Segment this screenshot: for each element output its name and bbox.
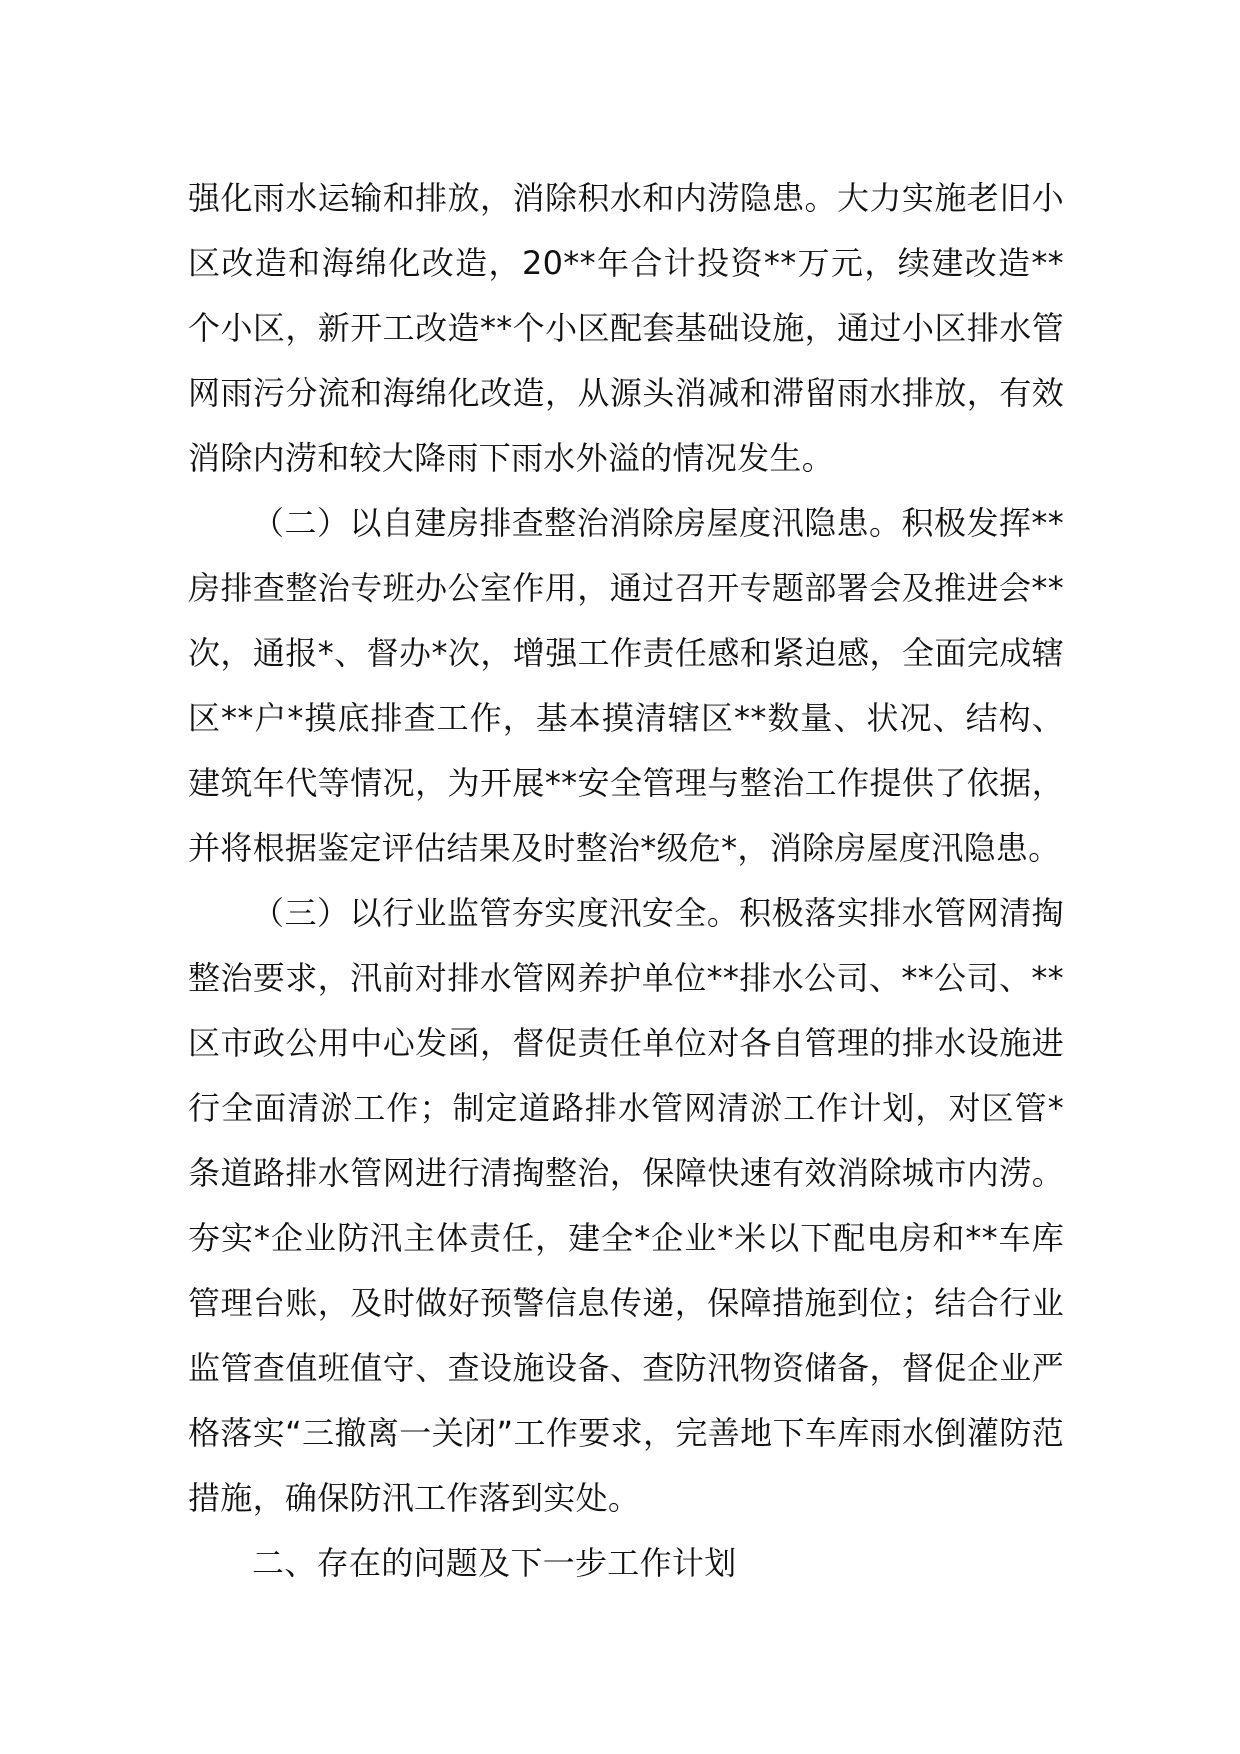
document-body xyxy=(188,166,1064,1596)
paragraph-continuation: 强化雨水运输和排放，消除积水和内涝隐患。大力实施老旧小区改造和海绵化改造，20**年合计投资**万元，续建改造**个小区，新开工改造**个小区配套基础设施，通过小区排水管网雨污分流和海绵化改造，从源头消减和滞留雨水排放，有效消除内涝和较大降雨下雨水外溢的情况发生。 xyxy=(188,179,1064,477)
paragraph-self-built-housing: （二）以自建房排查整治消除房屋度汛隐患。积极发挥**房排查整治专班办公室作用，通过召开专题部署会及推进会**次，通报*、督办*次，增强工作责任感和紧迫感，全面完成辖区**户*摸底排查工作，基本摸清辖区**数量、状况、结构、建筑年代等情况，为开展**安全管理与整治工作提供了依据，并将根据鉴定评估结果及时整治*级危*，消除房屋度汛隐患。 xyxy=(188,504,1064,867)
section-heading: 二、存在的问题及下一步工作计划 xyxy=(252,1544,737,1582)
paragraph-industry-supervision: （三）以行业监管夯实度汛安全。积极落实排水管网清掏整治要求，汛前对排水管网养护单位**排水公司、**公司、**区市政公用中心发函，督促责任单位对各自管理的排水设施进行全面清淤工作；制定道路排水管网清淤工作计划，对区管*条道路排水管网进行清掏整治，保障快速有效消除城市内涝。夯实*企业防汛主体责任，建全*企业*米以下配电房和**车库管理台账，及时做好预警信息传递，保障措施到位；结合行业监管查值班值守、查设施设备、查防汛物资储备，督促企业严格落实“三撤离一关闭”工作要求，完善地下车库雨水倒灌防范措施，确保防汛工作落到实处。 xyxy=(188,894,1064,1517)
